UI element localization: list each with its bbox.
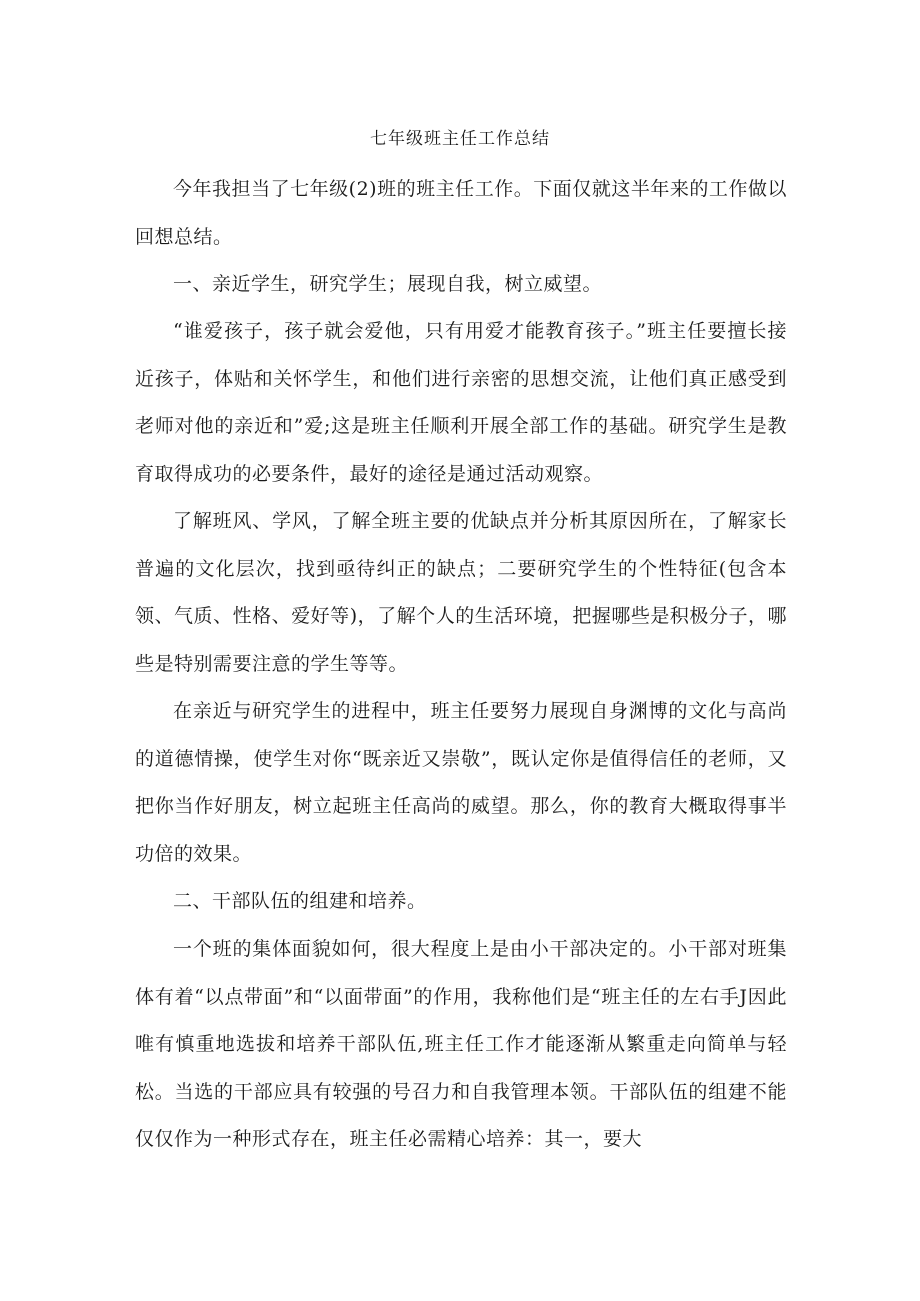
document-title: 七年级班主任工作总结 [370, 129, 550, 149]
section-1-heading: 一、亲近学生，研究学生；展现自我，树立威望。 [173, 273, 603, 295]
intro-paragraph: 今年我担当了七年级(2)班的班主任工作。下面仅就这半年来的工作做以回想总结。 [135, 178, 787, 248]
section-2-heading: 二、干部队伍的组建和培养。 [173, 890, 427, 912]
section-1-paragraph-3: 在亲近与研究学生的进程中，班主任要努力展现自身渊博的文化与高尚的道德情操，使学生对你“既亲近又崇敬”，既认定你是值得信任的老师，又把你当作好朋友，树立起班主任高尚的威望。那么，你的教育大概取得事半功倍的效果。 [135, 700, 787, 865]
section-1-paragraph-2: 了解班风、学风，了解全班主要的优缺点并分析其原因所在，了解家长普遍的文化层次，找到亟待纠正的缺点；二要研究学生的个性特征(包含本领、气质、性格、爱好等)，了解个人的生活环境，把握哪些是积极分子，哪些是特别需要注意的学生等等。 [135, 510, 787, 675]
section-1-paragraph-1: “谁爱孩子，孩子就会爱他，只有用爱才能教育孩子。”班主任要擅长接近孩子，体贴和关怀学生，和他们进行亲密的思想交流，让他们真正感受到老师对他的亲近和”爱;这是班主任顺利开展全部工作的基础。研究学生是教育取得成功的必要条件，最好的途径是通过活动观察。 [135, 320, 787, 485]
section-2-paragraph-1: 一个班的集体面貌如何，很大程度上是由小干部决定的。小干部对班集体有着“以点带面”和“以面带面”的作用，我称他们是“班主任的左右手J因此唯有慎重地选拔和培养干部队伍,班主任工作才能逐渐从繁重走向简单与轻松。当选的干部应具有较强的号召力和自我管理本领。干部队伍的组建不能仅仅作为一种形式存在，班主任必需精心培养：其一，要大 [135, 938, 787, 1150]
